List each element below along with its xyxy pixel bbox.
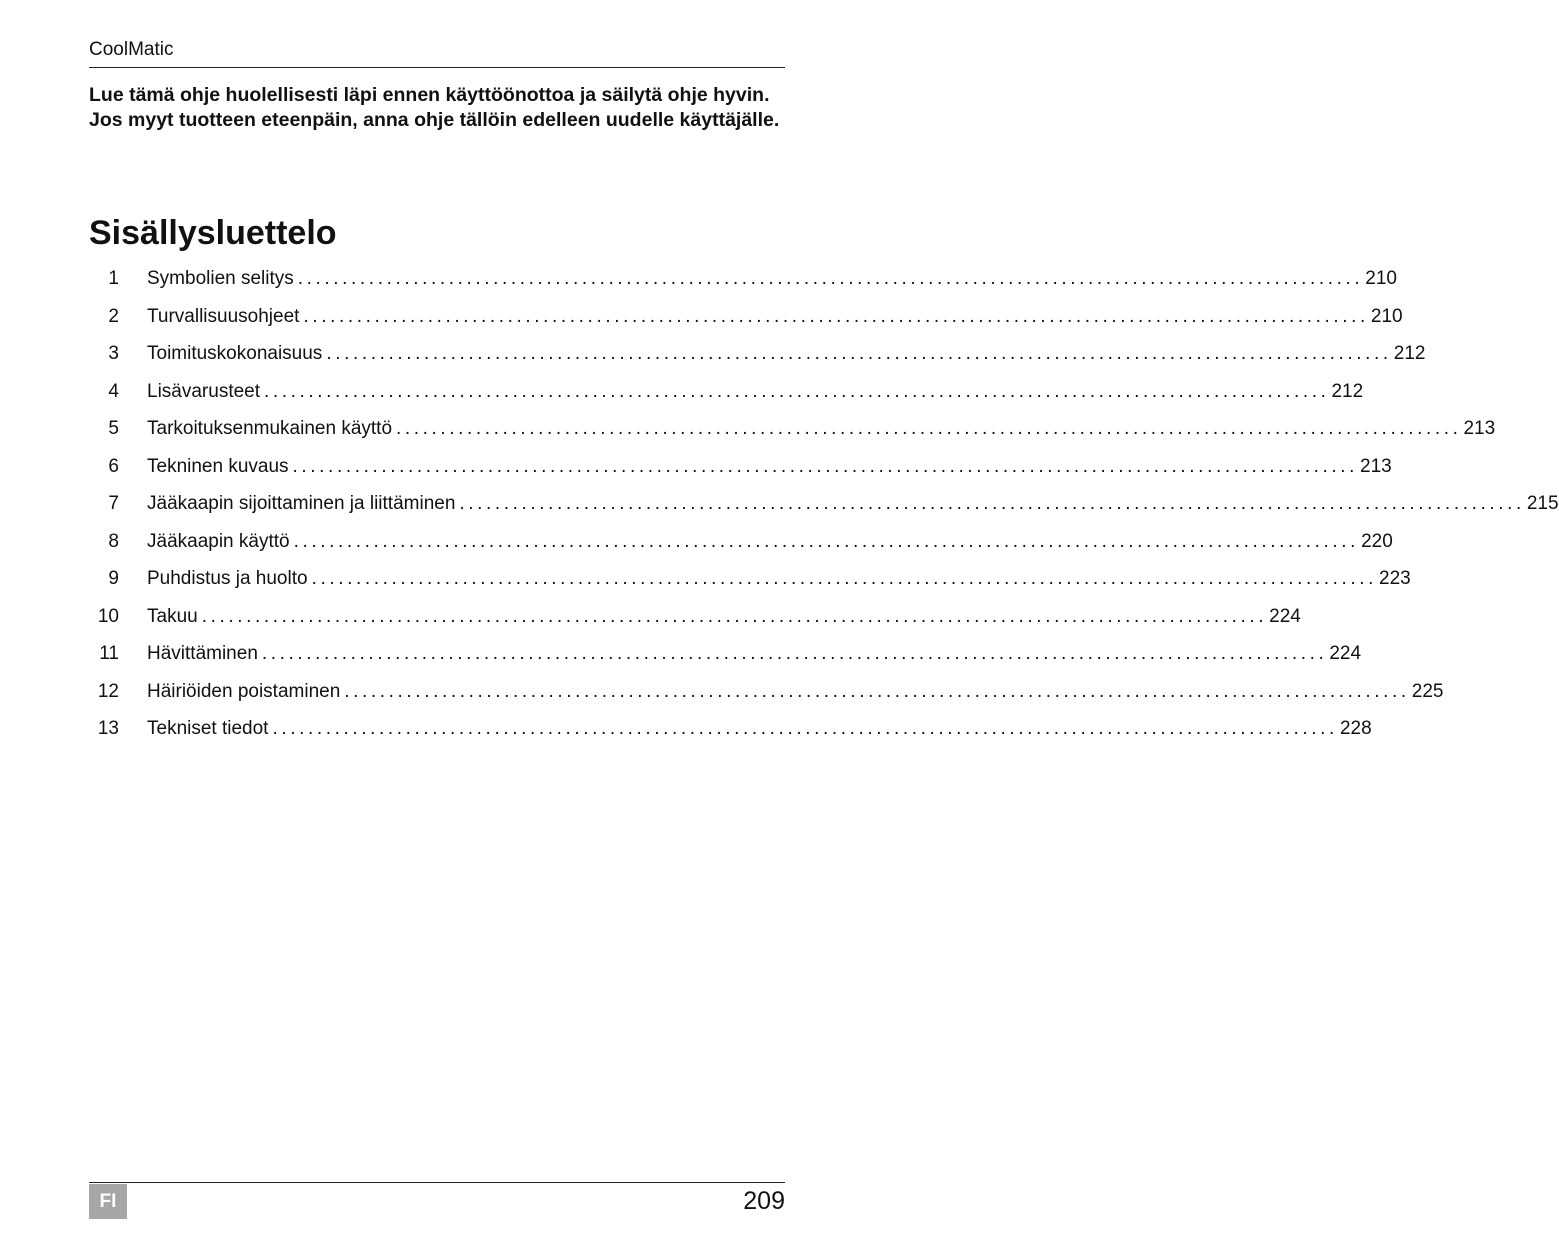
toc-entry[interactable] — [89, 451, 1392, 489]
toc-entry-number: 3 — [108, 343, 119, 364]
toc-leader-dots: ........................................................................................................................ — [396, 418, 1462, 439]
intro-paragraph: Lue tämä ohje huolellisesti läpi ennen käyttöönottoa ja säilytä ohje hyvin. Jos myyt tuotteen eteenpäin, anna ohje tällöin edelleen uudelle käyttäjälle. — [89, 84, 780, 131]
toc-entry-number: 11 — [99, 643, 119, 664]
toc-entry-number: 2 — [108, 305, 119, 327]
toc-leader-dots: ........................................................................................................................ — [303, 305, 1369, 327]
toc-entry-number: 7 — [108, 493, 119, 514]
toc-entry[interactable] — [89, 713, 1372, 751]
toc-entry-page: 212 — [1393, 343, 1426, 364]
page-footer — [89, 1182, 785, 1223]
toc-entry-number: 12 — [97, 680, 119, 702]
toc-entry[interactable] — [89, 601, 1301, 639]
toc-entry-label: Puhdistus ja huolto — [147, 568, 308, 589]
toc-leader-dots: ........................................................................................................................ — [261, 643, 1328, 664]
toc-leader-dots: ........................................................................................................................ — [293, 530, 1360, 552]
toc-entry[interactable] — [89, 676, 1444, 714]
toc-leader-dots: ........................................................................................................................ — [297, 268, 1364, 289]
toc-entry-page: 228 — [1339, 718, 1372, 739]
toc-entry-label: Tekniset tiedot — [147, 718, 269, 739]
toc-entry[interactable] — [89, 338, 1426, 376]
toc-entry-page: 212 — [1331, 380, 1364, 402]
toc-title: Sisällysluettelo — [89, 214, 337, 252]
header-title: CoolMatic — [89, 39, 174, 60]
toc-entry-page: 210 — [1365, 268, 1397, 289]
toc-entry[interactable] — [89, 413, 1496, 451]
toc-leader-dots: ........................................................................................................................ — [311, 568, 1378, 589]
toc-entry-number: 9 — [108, 568, 119, 589]
toc-entry-label: Jääkaapin käyttö — [147, 530, 290, 552]
toc-leader-dots: ........................................................................................................................ — [292, 455, 1359, 477]
toc-entry-number: 4 — [108, 380, 119, 402]
toc-leader-dots: ........................................................................................................................ — [344, 680, 1410, 702]
toc-entry-page: 223 — [1379, 568, 1411, 589]
toc-entry-label: Takuu — [147, 605, 198, 627]
toc-entry-page: 225 — [1411, 680, 1444, 702]
toc-entry-label: Tarkoituksenmukainen käyttö — [147, 418, 393, 439]
toc-entry-page: 224 — [1329, 643, 1362, 664]
toc-entry[interactable] — [89, 526, 1393, 564]
table-of-contents — [89, 263, 1559, 751]
language-badge: FI — [89, 1184, 127, 1219]
toc-entry-page: 210 — [1370, 305, 1403, 327]
toc-leader-dots: ........................................................................................................................ — [264, 380, 1330, 402]
toc-entry-page: 220 — [1361, 530, 1393, 552]
toc-entry-page: 215 — [1526, 493, 1559, 514]
toc-leader-dots: ........................................................................................................................ — [459, 493, 1525, 514]
toc-entry-page: 224 — [1269, 605, 1301, 627]
page-number: 209 — [743, 1187, 785, 1215]
toc-leader-dots: ........................................................................................................................ — [201, 605, 1268, 627]
page-header — [89, 38, 785, 68]
toc-entry-page: 213 — [1463, 418, 1496, 439]
toc-entry-number: 13 — [97, 718, 119, 739]
toc-entry-label: Turvallisuusohjeet — [147, 305, 300, 327]
toc-entry-label: Hävittäminen — [147, 643, 258, 664]
toc-entry-label: Häiriöiden poistaminen — [147, 680, 341, 702]
toc-entry-page: 213 — [1360, 455, 1392, 477]
toc-entry-label: Symbolien selitys — [147, 268, 294, 289]
toc-entry[interactable] — [89, 563, 1411, 601]
toc-entry-label: Toimituskokonaisuus — [147, 343, 323, 364]
toc-entry-number: 6 — [108, 455, 119, 477]
toc-entry[interactable] — [89, 301, 1403, 339]
toc-entry-number: 10 — [97, 605, 119, 627]
toc-entry[interactable] — [89, 376, 1364, 414]
toc-leader-dots: ........................................................................................................................ — [326, 343, 1392, 364]
toc-entry[interactable] — [89, 488, 1559, 526]
toc-entry[interactable] — [89, 638, 1362, 676]
toc-leader-dots: ........................................................................................................................ — [272, 718, 1338, 739]
toc-entry[interactable] — [89, 263, 1397, 301]
toc-entry-number: 8 — [108, 530, 119, 552]
toc-entry-label: Tekninen kuvaus — [147, 455, 289, 477]
toc-entry-number: 5 — [108, 418, 119, 439]
toc-entry-label: Lisävarusteet — [147, 380, 261, 402]
toc-entry-number: 1 — [108, 268, 119, 289]
toc-entry-label: Jääkaapin sijoittaminen ja liittäminen — [147, 493, 456, 514]
